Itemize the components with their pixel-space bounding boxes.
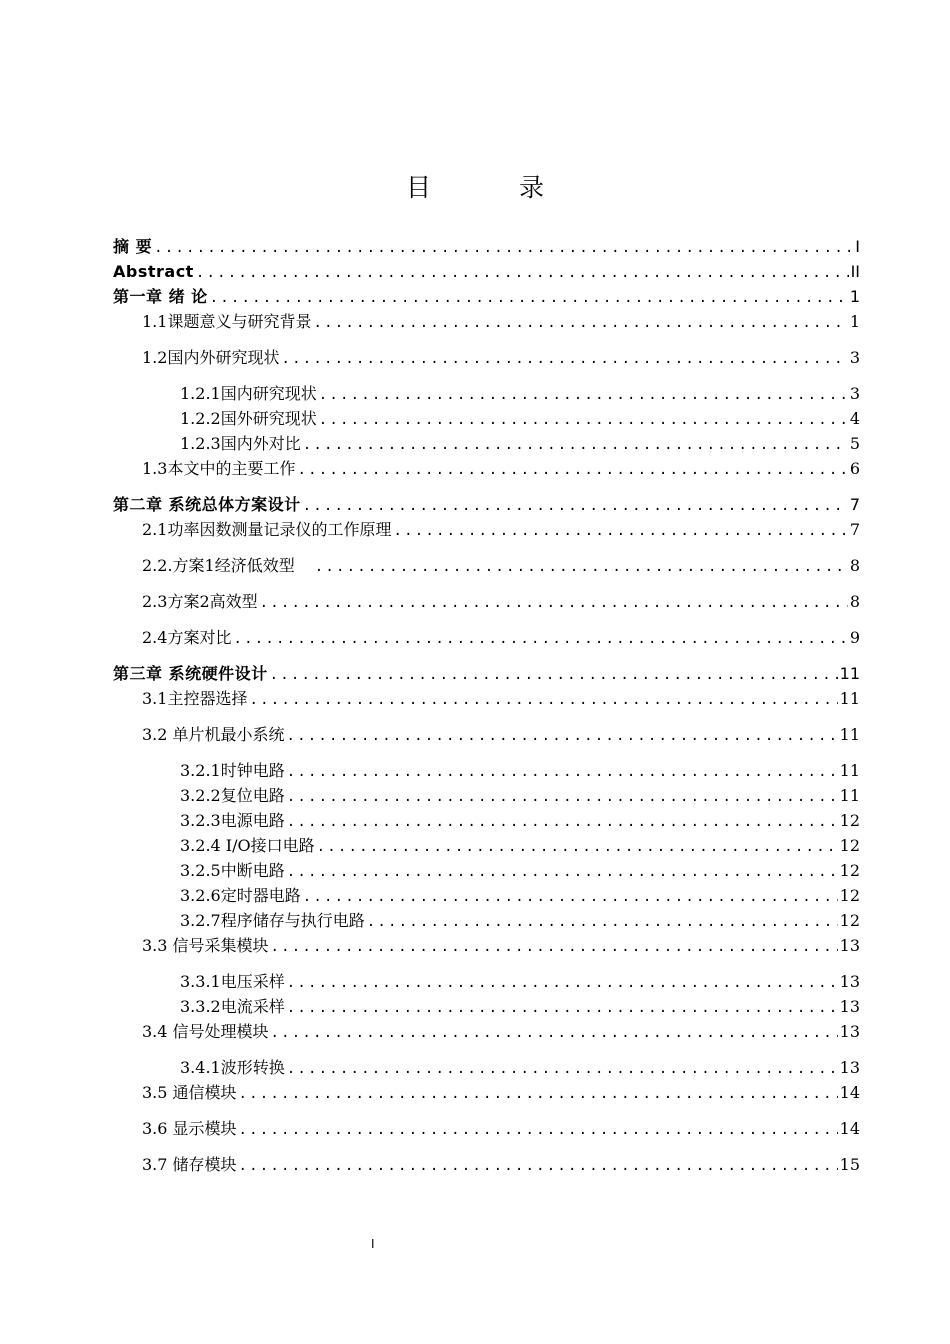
toc-entry-page: 11 <box>839 786 860 805</box>
toc-entry[interactable] <box>180 760 860 782</box>
toc-entry-label: 3.2.1时钟电路 <box>180 761 285 780</box>
toc-entry[interactable] <box>180 910 860 932</box>
toc-entry-label: 2.1功率因数测量记录仪的工作原理 <box>142 520 392 539</box>
toc-entry[interactable] <box>180 860 860 882</box>
toc-entry[interactable] <box>142 1082 860 1104</box>
toc-entry-page: 13 <box>839 997 860 1016</box>
toc-entry-label: 1.2.2国外研究现状 <box>180 409 317 428</box>
toc-entry[interactable] <box>113 663 860 685</box>
toc-entry-label: 3.6 显示模块 <box>142 1119 237 1138</box>
toc-entry[interactable] <box>142 458 860 480</box>
toc-entry-page: 6 <box>849 459 860 478</box>
toc-entry[interactable] <box>142 311 860 333</box>
toc-entry[interactable] <box>142 688 860 710</box>
toc-entry[interactable] <box>180 996 860 1018</box>
toc-entry-label: 1.1课题意义与研究背景 <box>142 312 312 331</box>
toc-entry[interactable] <box>142 555 860 577</box>
toc-entry-label: 3.3.2电流采样 <box>180 997 285 1016</box>
toc-entry-page: II <box>850 262 860 281</box>
toc-entry[interactable] <box>142 1021 860 1043</box>
toc-entry[interactable] <box>113 494 860 516</box>
toc-entry[interactable] <box>142 1118 860 1140</box>
toc-entry-label: 3.5 通信模块 <box>142 1083 237 1102</box>
toc-entry-page: 3 <box>849 384 860 403</box>
footer-page-number: I <box>371 1237 375 1251</box>
toc-entry-label: Abstract <box>113 262 194 281</box>
toc-entry-label: 3.2.7程序储存与执行电路 <box>180 911 365 930</box>
toc-entry[interactable] <box>142 935 860 957</box>
toc-entry[interactable] <box>180 433 860 455</box>
toc-entry-label: 3.4 信号处理模块 <box>142 1022 269 1041</box>
toc-entry-label: 1.2国内外研究现状 <box>142 348 280 367</box>
toc-entry-label: 第二章 系统总体方案设计 <box>113 495 301 514</box>
toc-entry[interactable] <box>142 1154 860 1176</box>
toc-entry-page: 15 <box>839 1155 860 1174</box>
toc-entry-page: 12 <box>839 911 860 930</box>
toc-entry-label: 3.2.6定时器电路 <box>180 886 301 905</box>
toc-entry-page: 13 <box>839 1022 860 1041</box>
toc-entry-page: 13 <box>839 936 860 955</box>
toc-entry-page: 7 <box>849 520 860 539</box>
toc-entry[interactable] <box>142 627 860 649</box>
toc-entry-page: 5 <box>849 434 860 453</box>
toc-entry-page: 11 <box>839 761 860 780</box>
toc-entry[interactable] <box>180 810 860 832</box>
toc-entry-label: 3.3 信号采集模块 <box>142 936 269 955</box>
toc-entry-page: 7 <box>849 495 860 514</box>
toc-entry[interactable] <box>142 724 860 746</box>
toc-entry-label: 3.2 单片机最小系统 <box>142 725 285 744</box>
toc-entry-label: 3.2.3电源电路 <box>180 811 285 830</box>
toc-entry[interactable] <box>180 785 860 807</box>
toc-entry-label: 3.7 储存模块 <box>142 1155 237 1174</box>
toc-entry-label: 2.2.方案1经济低效型 <box>142 556 295 575</box>
toc-entry-label: 第三章 系统硬件设计 <box>113 664 268 683</box>
toc-entry[interactable] <box>180 383 860 405</box>
toc-entry-page: 12 <box>839 886 860 905</box>
toc-entry[interactable] <box>142 519 860 541</box>
toc-entry-label: 1.2.1国内研究现状 <box>180 384 317 403</box>
toc-title: 目 录 <box>406 173 584 202</box>
toc-entry[interactable] <box>113 286 860 308</box>
toc-entry-label: 2.3方案2高效型 <box>142 592 258 611</box>
toc-entry-label: 3.2.2复位电路 <box>180 786 285 805</box>
toc-entry-page: 8 <box>849 592 860 611</box>
toc-entry-page: 11 <box>839 664 860 683</box>
toc-entry[interactable] <box>180 885 860 907</box>
toc-entry[interactable] <box>180 408 860 430</box>
toc-entry-page: 14 <box>839 1083 860 1102</box>
toc-entry-label: 摘 要 <box>113 237 153 256</box>
toc-entry-page: 9 <box>849 628 860 647</box>
toc-entry[interactable] <box>180 1057 860 1079</box>
toc-entry-page: 3 <box>849 348 860 367</box>
toc-entry-label: 3.1主控器选择 <box>142 689 248 708</box>
toc-entry-label: 3.4.1波形转换 <box>180 1058 285 1077</box>
toc-entry-page: 12 <box>839 811 860 830</box>
toc-entry-label: 3.3.1电压采样 <box>180 972 285 991</box>
toc-entry[interactable] <box>142 347 860 369</box>
toc-entry-label: 3.2.5中断电路 <box>180 861 285 880</box>
toc-entry-page: 13 <box>839 972 860 991</box>
toc-entry-page: 11 <box>839 725 860 744</box>
toc-entry-page: 4 <box>849 409 860 428</box>
toc-entry[interactable] <box>113 236 860 258</box>
toc-entry-page: 11 <box>839 689 860 708</box>
toc-entry-label: 1.2.3国内外对比 <box>180 434 301 453</box>
toc-entry-label: 2.4方案对比 <box>142 628 232 647</box>
toc-entry-page: I <box>855 237 860 256</box>
toc-entry-page: 8 <box>849 556 860 575</box>
toc-entry[interactable] <box>180 971 860 993</box>
toc-entry-page: 13 <box>839 1058 860 1077</box>
toc-entry-label: 3.2.4 I/O接口电路 <box>180 836 315 855</box>
toc-entry-label: 第一章 绪 论 <box>113 287 208 306</box>
toc-entry-page: 12 <box>839 861 860 880</box>
toc-entry-page: 12 <box>839 836 860 855</box>
toc-entry-page: 1 <box>849 287 860 306</box>
toc-entry[interactable] <box>142 591 860 613</box>
toc-entry-page: 1 <box>849 312 860 331</box>
toc-entry-label: 1.3本文中的主要工作 <box>142 459 296 478</box>
toc-entry-page: 14 <box>839 1119 860 1138</box>
toc-entry[interactable] <box>180 835 860 857</box>
toc-entry[interactable] <box>113 261 860 283</box>
